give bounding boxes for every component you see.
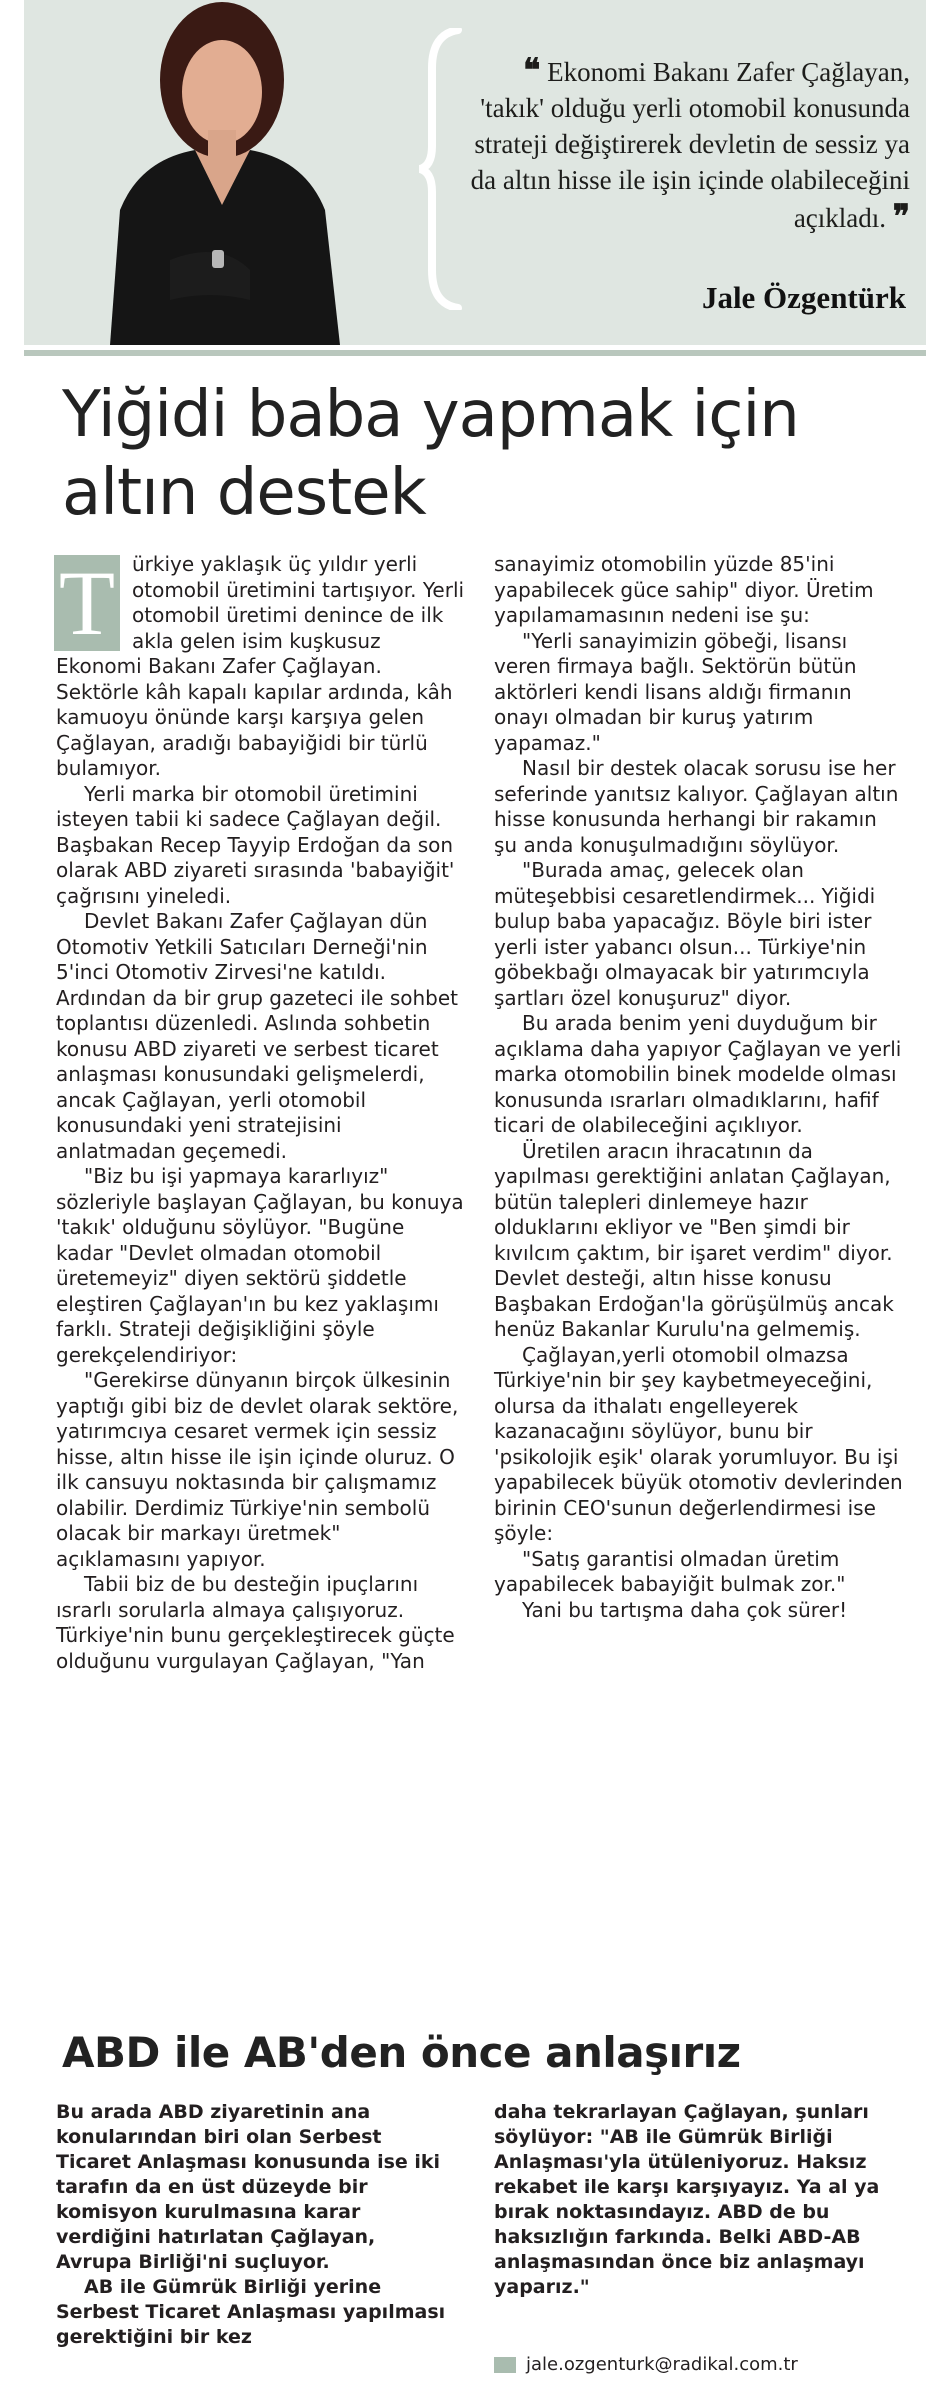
article-column-2 (494, 552, 904, 1623)
author-email-text[interactable]: jale.ozgenturk@radikal.com.tr (526, 2354, 798, 2375)
open-quote-icon: ❝ (523, 52, 541, 88)
article-paragraph: "Burada amaç, gelecek olan müteşebbisi cesaretlendirmek... Yiğidi bulup baba yapacağız. Böyle biri ister yerli ister yabancı olsun... Türkiye'nin göbekbağı olmayacak bir yatırımcıyla şartları özel konuşuruz" diyor. (494, 858, 876, 1010)
pull-quote (470, 52, 910, 236)
author-portrait-illustration (100, 0, 345, 345)
mail-icon (494, 2357, 516, 2373)
article-paragraph: sanayimiz otomobilin yüzde 85'ini yapabilecek güce sahip" diyor. Üretim yapılamamasının nedeni ise şu: (494, 552, 874, 627)
curly-brace-icon (418, 28, 464, 310)
article-paragraph: Tabii biz de bu desteğin ipuçlarını ısrarlı sorularla almaya çalışıyoruz. Türkiye'nin bunu gerçekleştirecek güçte olduğunu vurgulayan Çağlayan, "Yan (56, 1572, 455, 1673)
article-paragraph: Çağlayan,yerli otomobil olmazsa Türkiye'nin bir şey kaybetmeyeceğini, olursa da ithalatı engelleyerek kazanacağını söylüyor, bunu bir 'psikolojik eşik' olarak yorumluyor. Bu işi yapabilecek büyük otomotiv devlerinden birinin CEO'sunun değerlendirmesi ise şöyle: (494, 1342, 903, 1545)
subsection-column-1 (56, 2100, 456, 2350)
article-paragraph: Üretilen aracın ihracatının da yapılması gerektiğini anlatan Çağlayan, bütün talepleri dinlemeye hazır olduklarını ekliyor ve "Ben şimdi bir kıvılcım çaktım, bir işaret verdim" diyor. Devlet desteği, altın hisse konusu Başbakan Erdoğan'la görüşülmüş ancak henüz Bakanlar Kurulu'na gelmemiş. (494, 1138, 894, 1341)
article-paragraph: Yerli marka bir otomobil üretimini isteyen tabii ki sadece Çağlayan değil. Başbakan Recep Tayyip Erdoğan da son olarak ABD ziyareti sırasında 'babayiğit' çağrısını yineledi. (56, 781, 455, 908)
author-email[interactable] (494, 2354, 798, 2375)
headline: Yiğidi baba yapmak için altın destek (62, 378, 799, 530)
article-paragraph: Yani bu tartışma daha çok sürer! (522, 1597, 848, 1622)
pull-quote-text: Ekonomi Bakanı Zafer Çağlayan, 'takık' olduğu yerli otomobil konusunda strateji değiştirerek devletin de sessiz ya da altın hisse ile işin içinde olabileceğini açıkladı. (470, 57, 910, 233)
article-paragraph: "Yerli sanayimizin göbeği, lisansı veren firmaya bağlı. Sektörün bütün aktörleri kendi lisans aldığı firmanın onayı olmadan bir kuruş yatırım yapamaz." (494, 628, 857, 755)
article-paragraph: Bu arada benim yeni duyduğum bir açıklama daha yapıyor Çağlayan ve yerli marka otomobilin binek modelde olması konusunda ısrarları olmadıklarını, hafif ticari de olabileceğini açıklıyor. (494, 1011, 902, 1137)
close-quote-icon: ❞ (892, 198, 910, 234)
article-column-1 (56, 552, 466, 1674)
article-paragraph (56, 552, 466, 782)
subsection-paragraph: AB ile Gümrük Birliği yerine Serbest Ticaret Anlaşması yapılması gerektiğini bir kez (56, 2276, 446, 2348)
header-divider (24, 350, 926, 356)
author-name: Jale Özgentürk (701, 280, 906, 315)
article-paragraph: "Biz bu işi yapmaya kararlıyız" sözleriyle başlayan Çağlayan, bu konuya 'takık' olduğunu söylüyor. "Bugüne kadar "Devlet olmadan otomobil üretemeyiz" diyen sektörü şiddetle eleştiren Çağlayan'ın bu kez yaklaşımı farklı. Strateji değişikliğini şöyle gerekçelendiriyor: (56, 1164, 464, 1367)
subsection-paragraph: daha tekrarlayan Çağlayan, şunları söylüyor: "AB ile Gümrük Birliği Anlaşması'yla ütüleniyoruz. Haksız rekabet ile karşı karşıyayız. Ya al ya bırak noktasındayız. ABD de bu haksızlığın farkında. Belki ABD-AB anlaşmasından önce biz anlaşmayı yaparız." (494, 2101, 880, 2298)
article-paragraph: Nasıl bir destek olacak sorusu ise her seferinde yanıtsız kalıyor. Çağlayan altın hisse konusunda herhangi bir rakamın şu anda konuşulmadığını söylüyor. (494, 756, 899, 857)
article-paragraph: "Satış garantisi olmadan üretim yapabilecek babayiğit bulmak zor." (494, 1546, 846, 1596)
author-photo (100, 0, 345, 345)
subsection-paragraph: Bu arada ABD ziyaretinin ana konularından biri olan Serbest Ticaret Anlaşması konusunda ise iki tarafın da en üst düzeyde bir komisyon kurulmasına karar verdiğini hatırlatan Çağlayan, Avrupa Birliği'ni suçluyor. (56, 2101, 441, 2273)
paragraph-text: ürkiye yaklaşık üç yıldır yerli otomobil üretimini tartışıyor. Yerli otomobil üretimi denince de ilk akla gelen isim kuşkusuz Ekonomi Bakanı Zafer Çağlayan. Sektörle kâh kapalı kapılar ardında, kâh kamuoyu önünde karşı karşıya gelen Çağlayan, aradığı babayiğidi bir türlü bulamıyor. (56, 552, 465, 780)
article-paragraph: "Gerekirse dünyanın birçok ülkesinin yaptığı gibi biz de devlet olarak sektöre, yatırımcıya cesaret vermek için sessiz hisse, altın hisse ile işin içinde oluruz. O ilk cansuyu noktasında bir çalışmamız olabilir. Derdimiz Türkiye'nin sembolü olacak bir markayı üretmek" açıklamasını yapıyor. (56, 1368, 459, 1571)
subsection-column-2 (494, 2100, 894, 2300)
drop-cap: T (54, 555, 120, 651)
subsection-title: ABD ile AB'den önce anlaşırız (62, 2028, 741, 2077)
article-paragraph: Devlet Bakanı Zafer Çağlayan dün Otomotiv Yetkili Satıcıları Derneği'nin 5'inci Otomotiv Zirvesi'ne katıldı. Ardından da bir grup gazeteci ile sohbet toplantısı düzenledi. Aslında sohbetin konusu ABD ziyareti ve serbest ticaret anlaşması konusundaki gelişmelerdi, ancak Çağlayan, yerli otomobil konusundaki yeni stratejisini anlatmadan geçemedi. (56, 909, 459, 1163)
